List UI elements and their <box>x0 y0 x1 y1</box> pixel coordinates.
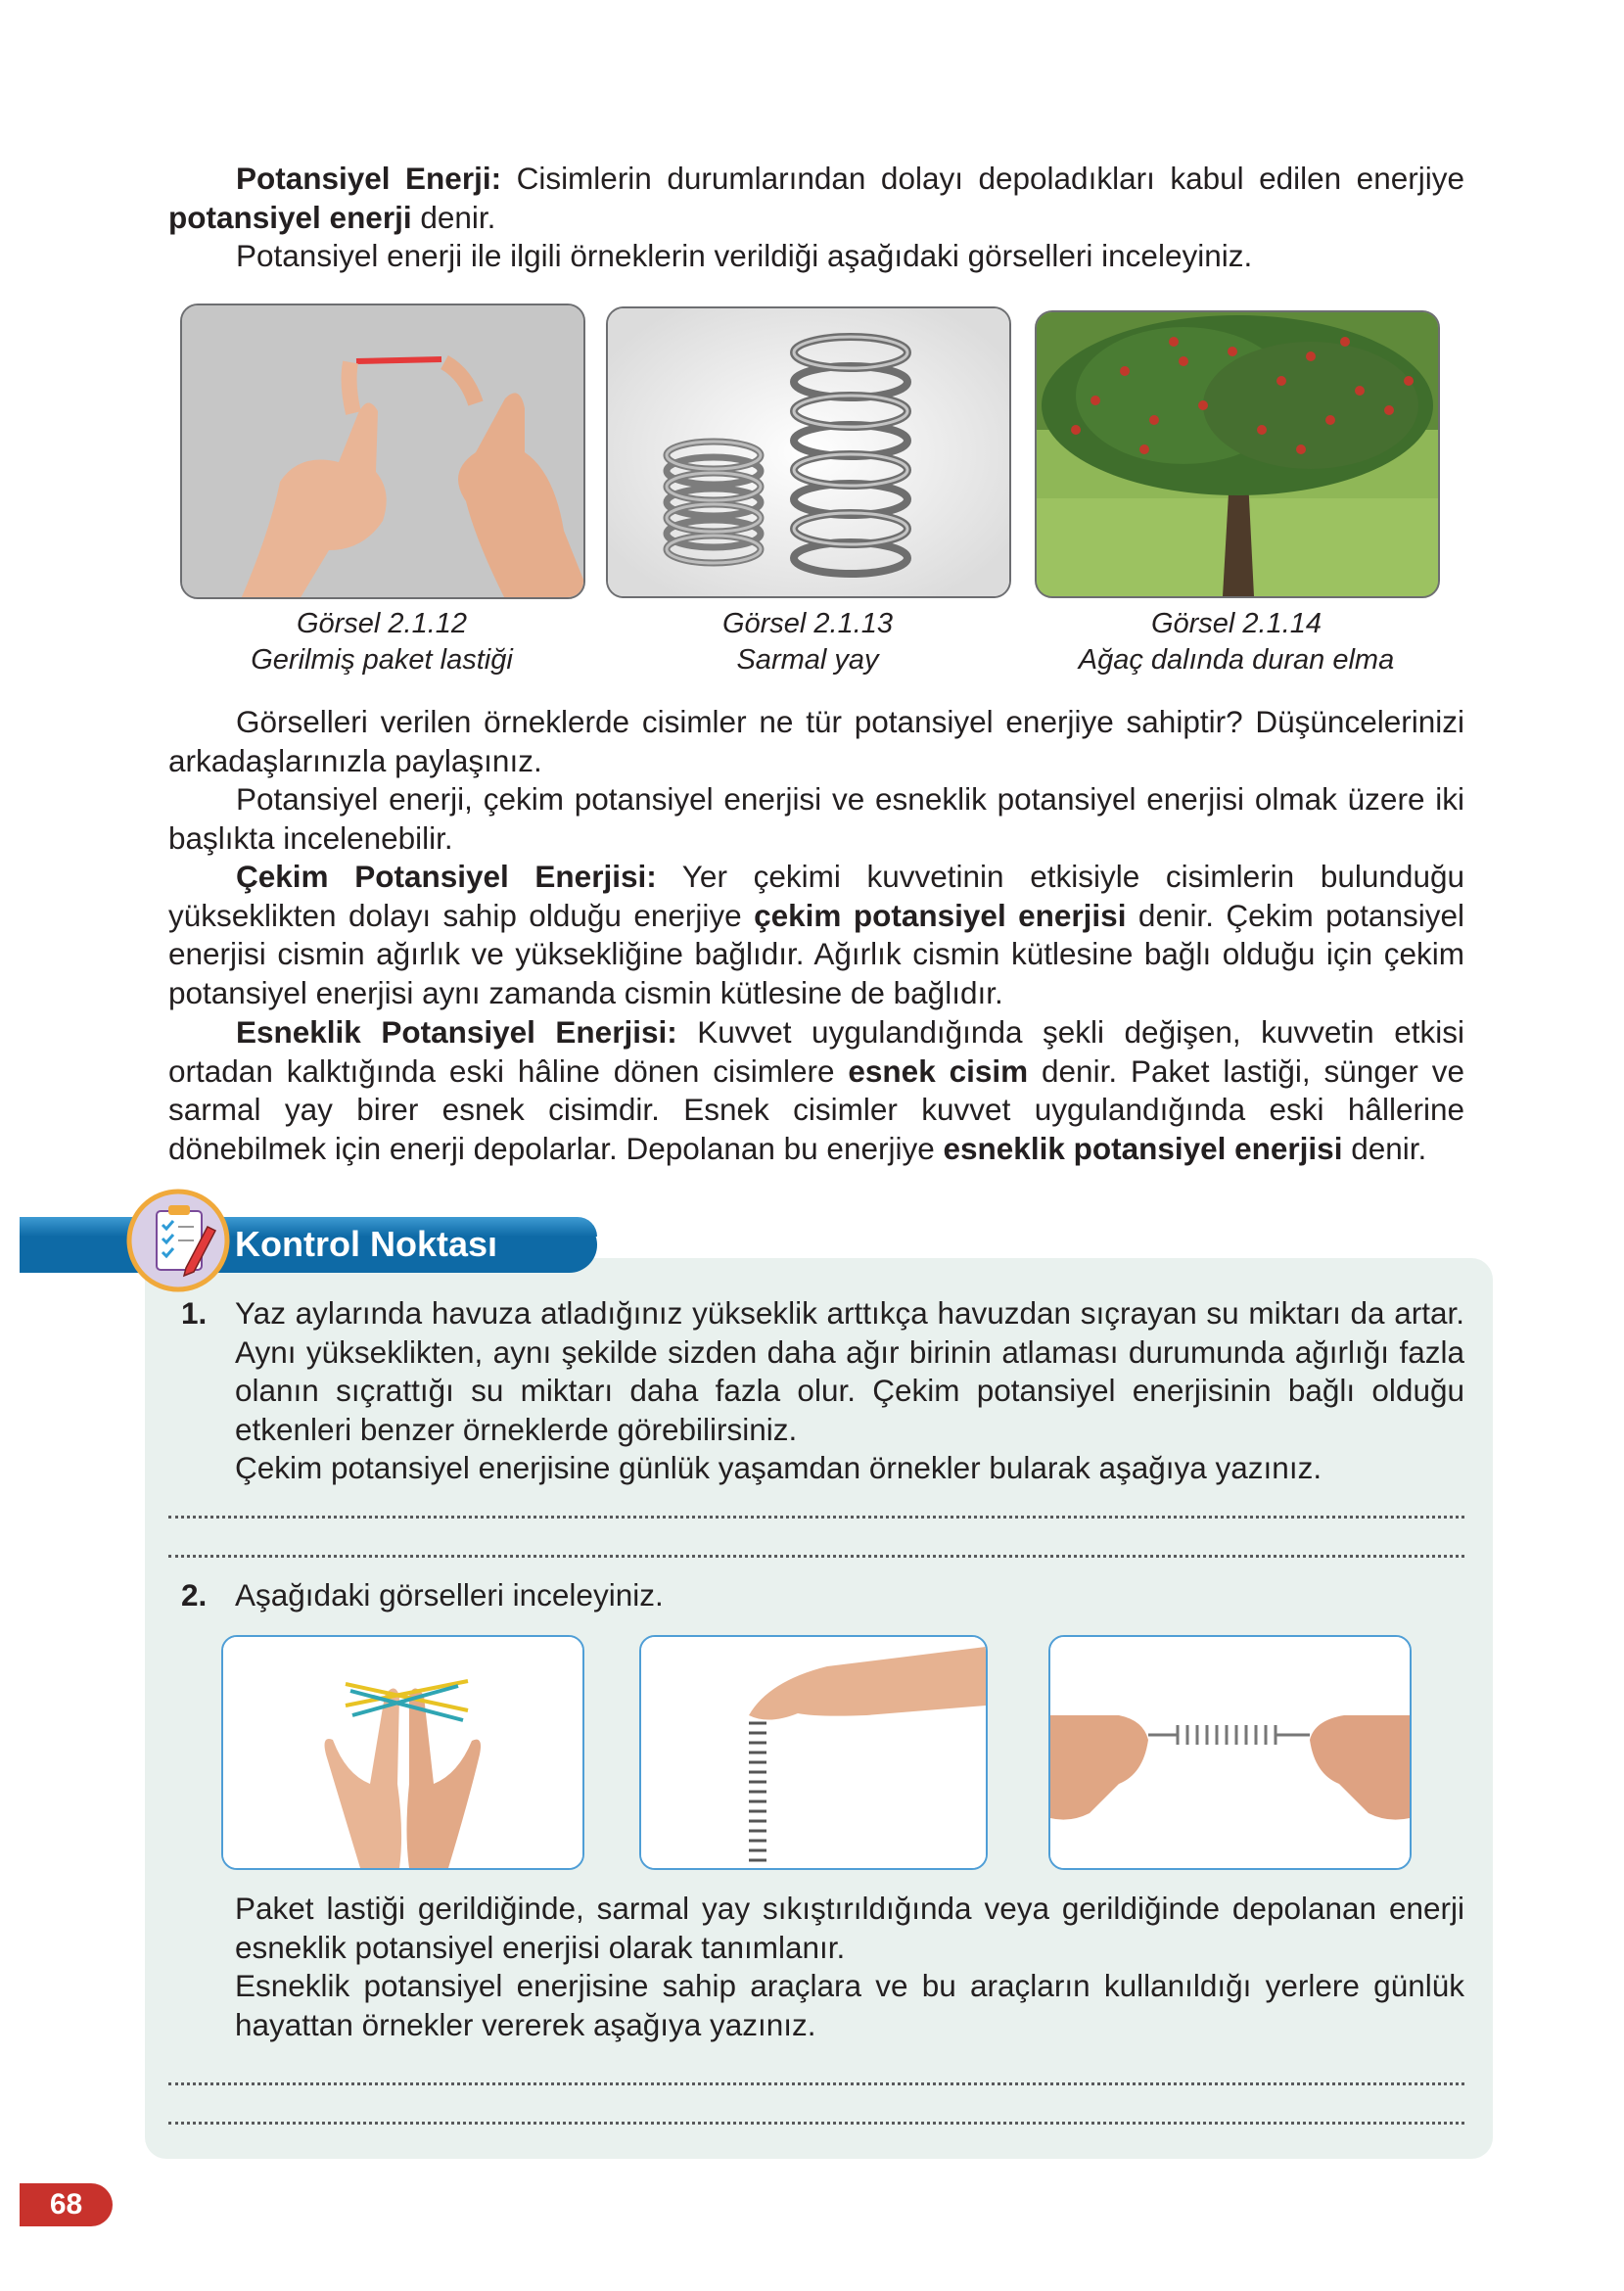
answer-line-3[interactable] <box>168 2082 1464 2085</box>
stretched-spring-image <box>1048 1635 1412 1870</box>
intro-paragraph: Potansiyel Enerji: Cisimlerin durumlarından dolayı depoladıkları kabul edilen enerjiye potansiyel enerji denir. <box>168 161 1464 235</box>
page-number: 68 <box>20 2183 113 2226</box>
figure-coil-spring-image <box>606 306 1011 598</box>
body-paragraph-1: Görselleri verilen örneklerde cisimler ne tür potansiyel enerjiye sahiptir? Düşüncelerinizi arkadaşlarınızla paylaşınız. <box>168 704 1464 778</box>
question-2-paragraph-2: Esneklik potansiyel enerjisine sahip araçlara ve bu araçların kullanıldığı yerlere günlük hayattan örnekler vererek aşağıya yazınız. <box>235 1968 1464 2042</box>
question-1-number: 1. <box>181 1295 208 1331</box>
question-1-text: Yaz aylarında havuza atladığınız yükseklik arttıkça havuzdan sıçrayan su miktarı da artar. Aynı yükseklikten, aynı şekilde sizden daha ağır birinin atlaması durumunda ağırlığı fazla olanın sıçrattığı su miktarı daha fazla olur. Çekim potansiyel enerjisinin bağlı olduğu etkenleri benzer örneklerde görebilirsiniz. <box>235 1295 1464 1447</box>
term-potansiyel-enerji: Potansiyel Enerji: <box>236 161 502 196</box>
answer-line-2[interactable] <box>168 1555 1464 1558</box>
figure-3-caption: Görsel 2.1.14 Ağaç dalında duran elma <box>1078 608 1395 676</box>
figure-rubber-band-image <box>180 304 585 599</box>
answer-line-4[interactable] <box>168 2122 1464 2125</box>
body-paragraph-cekim: Çekim Potansiyel Enerjisi: Yer çekimi kuvvetinin etkisiyle cisimlerin bulunduğu yükseklikten dolayı sahip olduğu enerjiye çekim potansiyel enerjisi denir. Çekim potansiyel enerjisi cismin ağırlık ve yüksekliğine bağlıdır. Ağırlık cismin kütlesine bağlı olduğu için çekim potansiyel enerjisi aynı zamanda cismin kütlesine de bağlıdır. <box>168 859 1464 1010</box>
clipboard-icon <box>125 1188 231 1293</box>
question-2-paragraph-1: Paket lastiği gerildiğinde, sarmal yay sıkıştırıldığında veya gerildiğinde depolanan enerji esneklik potansiyel enerjisi olarak tanımlanır. <box>235 1891 1464 1965</box>
figure-2-caption: Görsel 2.1.13 Sarmal yay <box>721 608 894 676</box>
compressed-spring-image <box>639 1635 988 1870</box>
intro-line-2: Potansiyel enerji ile ilgili örneklerin verildiği aşağıdaki görselleri inceleyiniz. <box>236 238 1253 273</box>
hands-rubber-band-image <box>221 1635 584 1870</box>
body-paragraph-2: Potansiyel enerji, çekim potansiyel enerjisi ve esneklik potansiyel enerjisi olmak üzere iki başlıkta incelenebilir. <box>168 781 1464 856</box>
figure-apple-tree-image <box>1035 310 1440 598</box>
body-paragraph-esneklik: Esneklik Potansiyel Enerjisi: Kuvvet uygulandığında şekli değişen, kuvvetin etkisi ortadan kalktığında eski hâline dönen cisimlere esnek cisim denir. Paket lastiği, sünger ve sarmal yay birer esnek cisimdir. Esnek cisimler kuvvet uygulandığında eski hâllerine dönebilmek için enerji depolarlar. Depolanan bu enerjiye esneklik potansiyel enerjisi denir. <box>168 1014 1464 1166</box>
question-2-text: Aşağıdaki görselleri inceleyiniz. <box>235 1577 664 1613</box>
kontrol-noktasi-title: Kontrol Noktası <box>235 1224 498 1264</box>
figure-1-caption: Görsel 2.1.12 Gerilmiş paket lastiği <box>251 608 513 676</box>
question-2-number: 2. <box>181 1577 208 1613</box>
question-1-task: Çekim potansiyel enerjisine günlük yaşamdan örnekler bularak aşağıya yazınız. <box>235 1450 1322 1485</box>
answer-line-1[interactable] <box>168 1516 1464 1519</box>
